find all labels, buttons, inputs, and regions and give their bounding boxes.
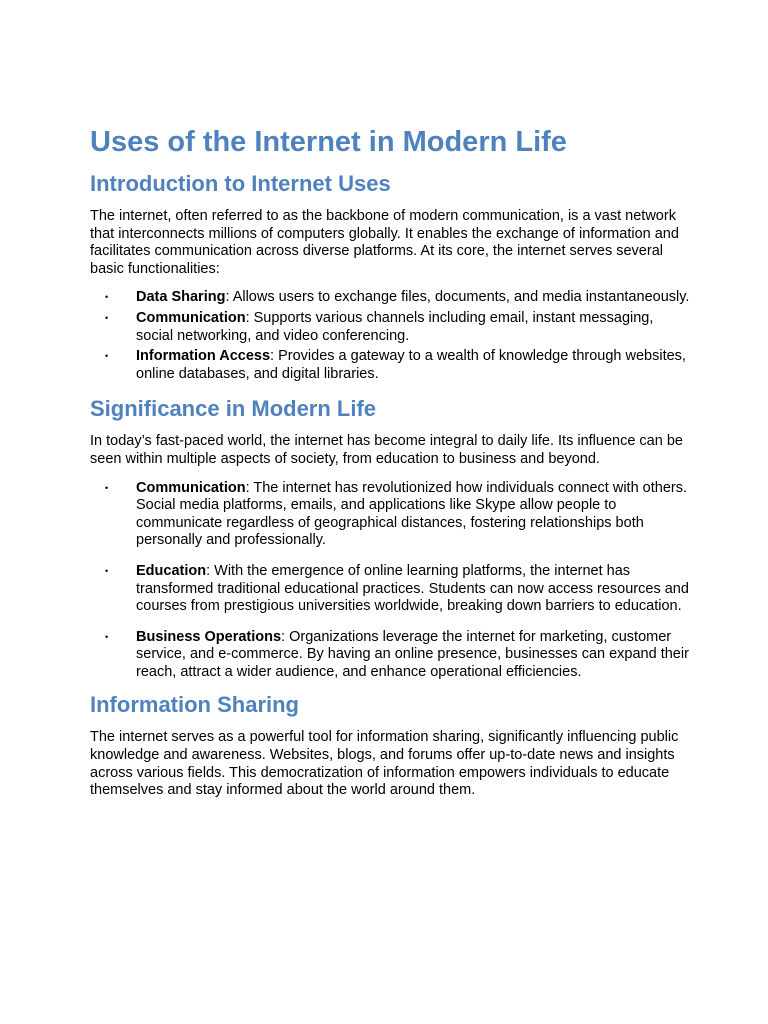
list-item-text: : Allows users to exchange files, documents, and media instantaneously. [225, 289, 690, 306]
list-item-text: : The internet has revolutionized how individuals connect with others. Social media platforms, emails, and applications like Skype allow people to communicate regardless of geographical distances, fostering relationships both personally and professionally. [136, 479, 687, 549]
list-item-term: Information Access [136, 348, 271, 365]
bullet-icon: • [105, 482, 109, 493]
list-item [90, 289, 690, 307]
document-page [90, 124, 690, 800]
bullet-icon: • [105, 312, 109, 323]
list-item-term: Data Sharing [136, 289, 226, 306]
intro-list [90, 289, 690, 383]
bullet-icon: • [105, 565, 109, 576]
list-item-term: Education [136, 562, 207, 579]
list-item-text: : Provides a gateway to a wealth of knowledge through websites, online databases, and digital libraries. [136, 348, 686, 382]
list-item-text: : Supports various channels including email, instant messaging, social networking, and video conferencing. [136, 309, 654, 344]
list-item-text: : Organizations leverage the internet for marketing, customer service, and e-commerce. By having an online presence, businesses can expand their reach, attract a wider audience, and enhance operational efficiencies. [136, 628, 689, 680]
intro-paragraph: The internet, often referred to as the backbone of modern communication, is a vast network that interconnects millions of computers globally. It enables the exchange of information and facilitates communication across diverse platforms. At its core, the internet serves several basic functionalities: [90, 208, 679, 277]
information-sharing-paragraph: The internet serves as a powerful tool for information sharing, significantly influencing public knowledge and awareness. Websites, blogs, and forums offer up-to-date news and insights across various fields. This democratization of information empowers individuals to educate themselves and stay informed about the world around them. [90, 729, 679, 799]
list-item [90, 629, 690, 682]
significance-list [90, 480, 690, 682]
list-item [90, 480, 690, 550]
list-item-term: Communication [136, 309, 246, 326]
list-item-term: Business Operations [136, 628, 282, 645]
bullet-icon: • [105, 631, 109, 642]
bullet-icon: • [105, 351, 109, 362]
list-item [90, 310, 690, 345]
list-item-text: : With the emergence of online learning platforms, the internet has transformed traditional educational practices. Students can now access resources and courses from prestigious universities worldwide, breaking down barriers to education. [136, 562, 689, 615]
list-item [90, 348, 690, 383]
section-heading-intro: Introduction to Internet Uses [90, 171, 391, 196]
list-item [90, 563, 690, 616]
list-item-term: Communication [136, 479, 246, 496]
section-heading-information-sharing: Information Sharing [90, 692, 299, 718]
page-title: Uses of the Internet in Modern Life [90, 126, 567, 158]
section-heading-significance: Significance in Modern Life [90, 396, 377, 422]
significance-paragraph: In today’s fast-paced world, the internet has become integral to daily life. Its influence can be seen within multiple aspects of society, from education to business and beyond. [90, 433, 683, 467]
bullet-icon: • [105, 292, 109, 303]
